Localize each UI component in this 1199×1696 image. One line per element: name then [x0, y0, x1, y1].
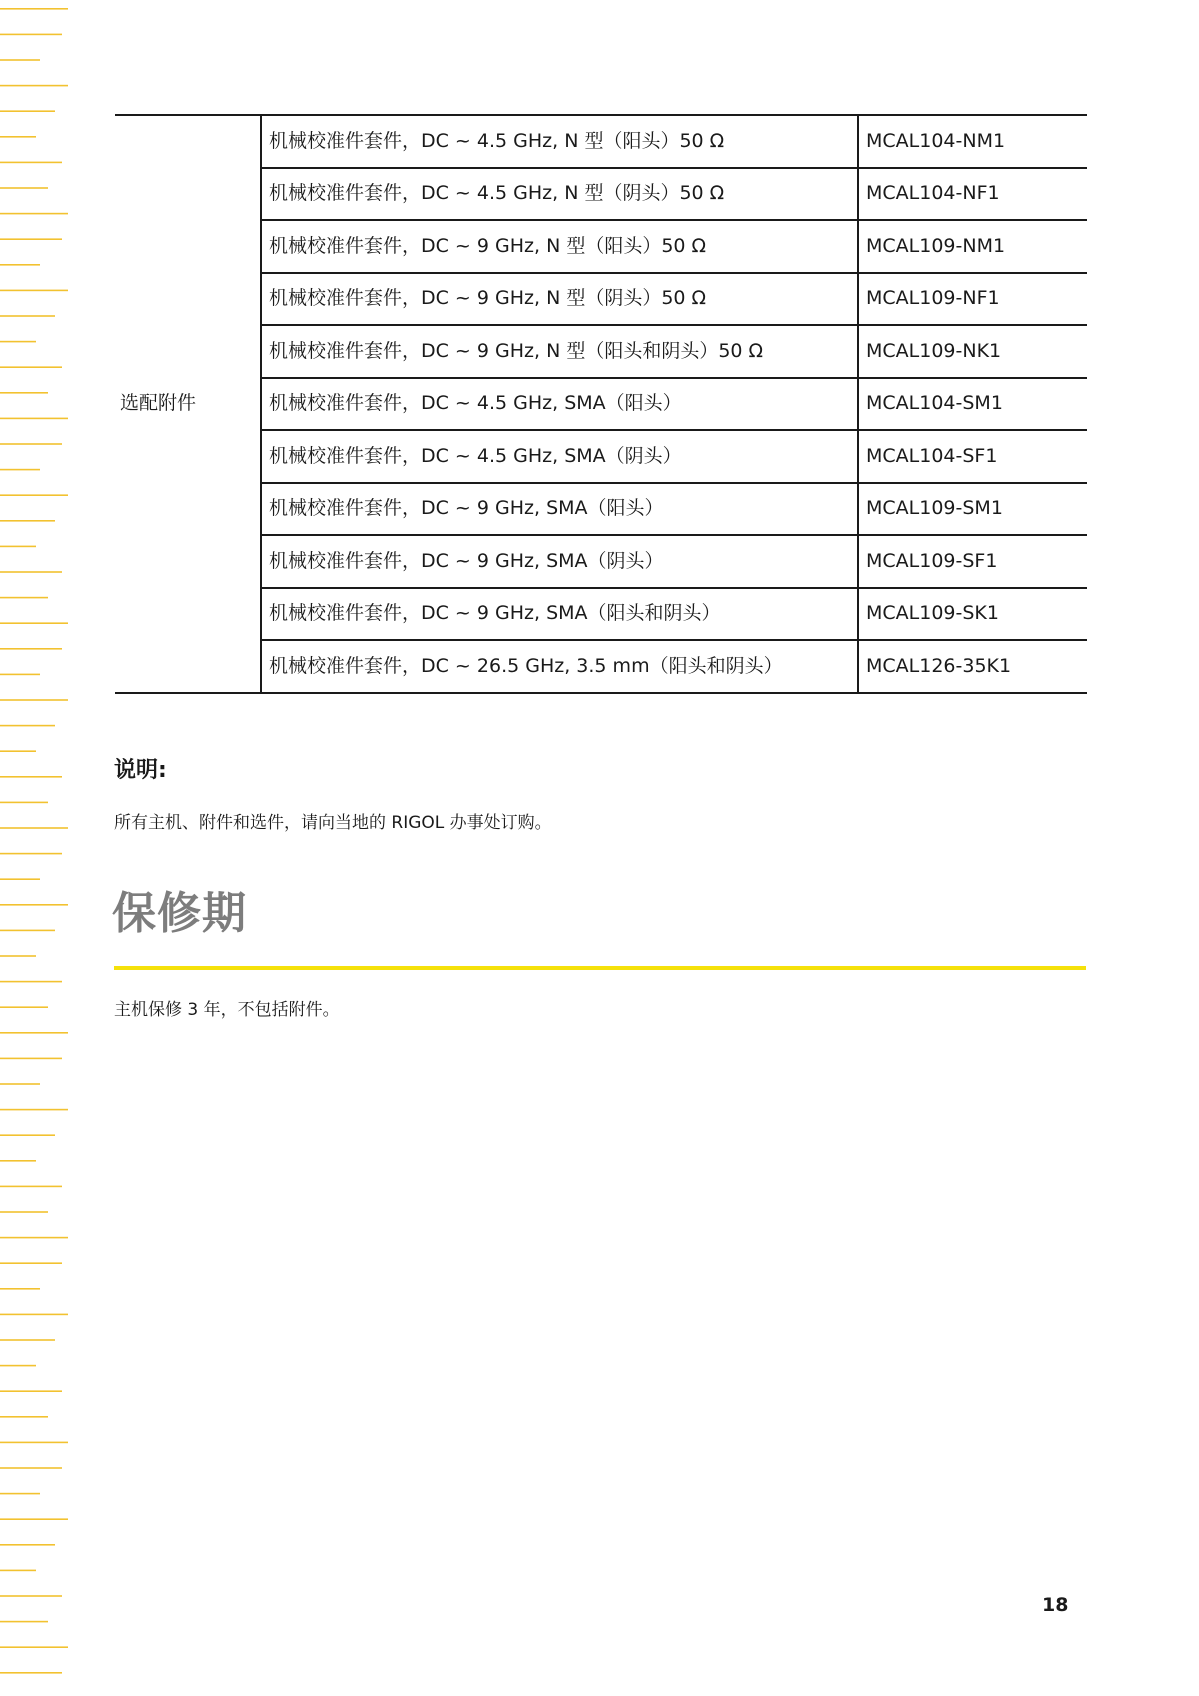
accessories-table: [115, 114, 1087, 694]
warranty-text: 主机保修 3 年，不包括附件。: [114, 1000, 340, 1020]
table-row: [115, 535, 1087, 588]
stripe-line: [0, 59, 40, 61]
stripe-line: [0, 494, 68, 496]
page-number: 18: [1042, 1594, 1069, 1616]
stripe-line: [0, 187, 48, 189]
model-cell: MCAL109-SM1: [858, 483, 1087, 536]
stripe-line: [0, 1621, 48, 1623]
table-row: [115, 588, 1087, 641]
table-row: [115, 640, 1087, 693]
stripe-line: [0, 1262, 62, 1264]
stripe-line: [0, 392, 48, 394]
table-row: [115, 430, 1087, 483]
stripe-line: [0, 1493, 40, 1495]
stripe-line: [0, 827, 68, 829]
stripe-line: [0, 699, 68, 701]
stripe-line: [0, 674, 40, 676]
description-cell: 机械校准件套件，DC ~ 9 GHz, SMA（阳头）: [261, 483, 858, 536]
stripe-line: [0, 1058, 62, 1060]
stripe-line: [0, 597, 48, 599]
stripe-line: [0, 1186, 62, 1188]
model-cell: MCAL109-SK1: [858, 588, 1087, 641]
table-row: [115, 378, 1087, 431]
stripe-line: [0, 1237, 68, 1239]
stripe-line: [0, 110, 55, 112]
model-cell: MCAL126-35K1: [858, 640, 1087, 693]
table-row: [115, 273, 1087, 326]
description-cell: 机械校准件套件，DC ~ 4.5 GHz, N 型（阳头）50 Ω: [261, 115, 858, 168]
stripe-line: [0, 315, 55, 317]
model-cell: MCAL109-NM1: [858, 220, 1087, 273]
stripe-line: [0, 622, 68, 624]
stripe-line: [0, 290, 68, 292]
stripe-line: [0, 213, 68, 215]
stripe-line: [0, 1416, 48, 1418]
stripe-line: [0, 930, 55, 932]
stripe-line: [0, 1109, 68, 1111]
stripe-line: [0, 1134, 55, 1136]
table-row: [115, 483, 1087, 536]
stripe-line: [0, 1083, 40, 1085]
description-cell: 机械校准件套件，DC ~ 26.5 GHz, 3.5 mm（阳头和阴头）: [261, 640, 858, 693]
group-label-cell: 选配附件: [115, 115, 261, 693]
stripe-line: [0, 1570, 36, 1572]
model-cell: MCAL109-NK1: [858, 325, 1087, 378]
stripe-line: [0, 1467, 62, 1469]
stripe-line: [0, 136, 36, 138]
model-cell: MCAL109-SF1: [858, 535, 1087, 588]
stripe-line: [0, 341, 36, 343]
stripe-line: [0, 1365, 36, 1367]
stripe-line: [0, 238, 62, 240]
table-row: [115, 168, 1087, 221]
stripe-line: [0, 1672, 62, 1674]
stripe-line: [0, 571, 62, 573]
stripe-line: [0, 725, 55, 727]
description-cell: 机械校准件套件，DC ~ 9 GHz, N 型（阳头和阴头）50 Ω: [261, 325, 858, 378]
decorative-stripe-border: [0, 0, 70, 1696]
model-cell: MCAL104-SM1: [858, 378, 1087, 431]
stripe-line: [0, 1006, 48, 1008]
table-row: [115, 325, 1087, 378]
table-row: [115, 220, 1087, 273]
stripe-line: [0, 85, 68, 87]
description-cell: 机械校准件套件，DC ~ 4.5 GHz, SMA（阳头）: [261, 378, 858, 431]
heading-underline: [114, 966, 1086, 970]
stripe-line: [0, 1544, 55, 1546]
stripe-line: [0, 904, 68, 906]
stripe-line: [0, 520, 55, 522]
description-cell: 机械校准件套件，DC ~ 4.5 GHz, N 型（阴头）50 Ω: [261, 168, 858, 221]
model-cell: MCAL109-NF1: [858, 273, 1087, 326]
table-row: [115, 115, 1087, 168]
stripe-line: [0, 8, 68, 10]
description-cell: 机械校准件套件，DC ~ 9 GHz, N 型（阴头）50 Ω: [261, 273, 858, 326]
stripe-line: [0, 366, 62, 368]
stripe-line: [0, 1339, 55, 1341]
note-text: 所有主机、附件和选件，请向当地的 RIGOL 办事处订购。: [114, 813, 552, 833]
stripe-line: [0, 1211, 48, 1213]
description-cell: 机械校准件套件，DC ~ 9 GHz, SMA（阳头和阴头）: [261, 588, 858, 641]
model-cell: MCAL104-SF1: [858, 430, 1087, 483]
stripe-line: [0, 1032, 68, 1034]
stripe-line: [0, 34, 62, 36]
stripe-line: [0, 1314, 68, 1316]
description-cell: 机械校准件套件，DC ~ 9 GHz, SMA（阴头）: [261, 535, 858, 588]
stripe-line: [0, 955, 36, 957]
stripe-line: [0, 853, 62, 855]
stripe-line: [0, 981, 62, 983]
description-cell: 机械校准件套件，DC ~ 4.5 GHz, SMA（阴头）: [261, 430, 858, 483]
stripe-line: [0, 1288, 40, 1290]
model-cell: MCAL104-NF1: [858, 168, 1087, 221]
stripe-line: [0, 1595, 62, 1597]
stripe-line: [0, 418, 68, 420]
stripe-line: [0, 546, 36, 548]
stripe-line: [0, 443, 62, 445]
stripe-line: [0, 802, 48, 804]
stripe-line: [0, 1442, 68, 1444]
note-title: 说明:: [114, 758, 167, 783]
stripe-line: [0, 1646, 68, 1648]
stripe-line: [0, 750, 36, 752]
warranty-heading: 保修期: [112, 888, 247, 939]
stripe-line: [0, 1160, 36, 1162]
stripe-line: [0, 648, 62, 650]
model-cell: MCAL104-NM1: [858, 115, 1087, 168]
stripe-line: [0, 162, 62, 164]
stripe-line: [0, 469, 40, 471]
stripe-line: [0, 1390, 62, 1392]
stripe-line: [0, 878, 40, 880]
stripe-line: [0, 264, 40, 266]
stripe-line: [0, 776, 62, 778]
description-cell: 机械校准件套件，DC ~ 9 GHz, N 型（阳头）50 Ω: [261, 220, 858, 273]
stripe-line: [0, 1518, 68, 1520]
